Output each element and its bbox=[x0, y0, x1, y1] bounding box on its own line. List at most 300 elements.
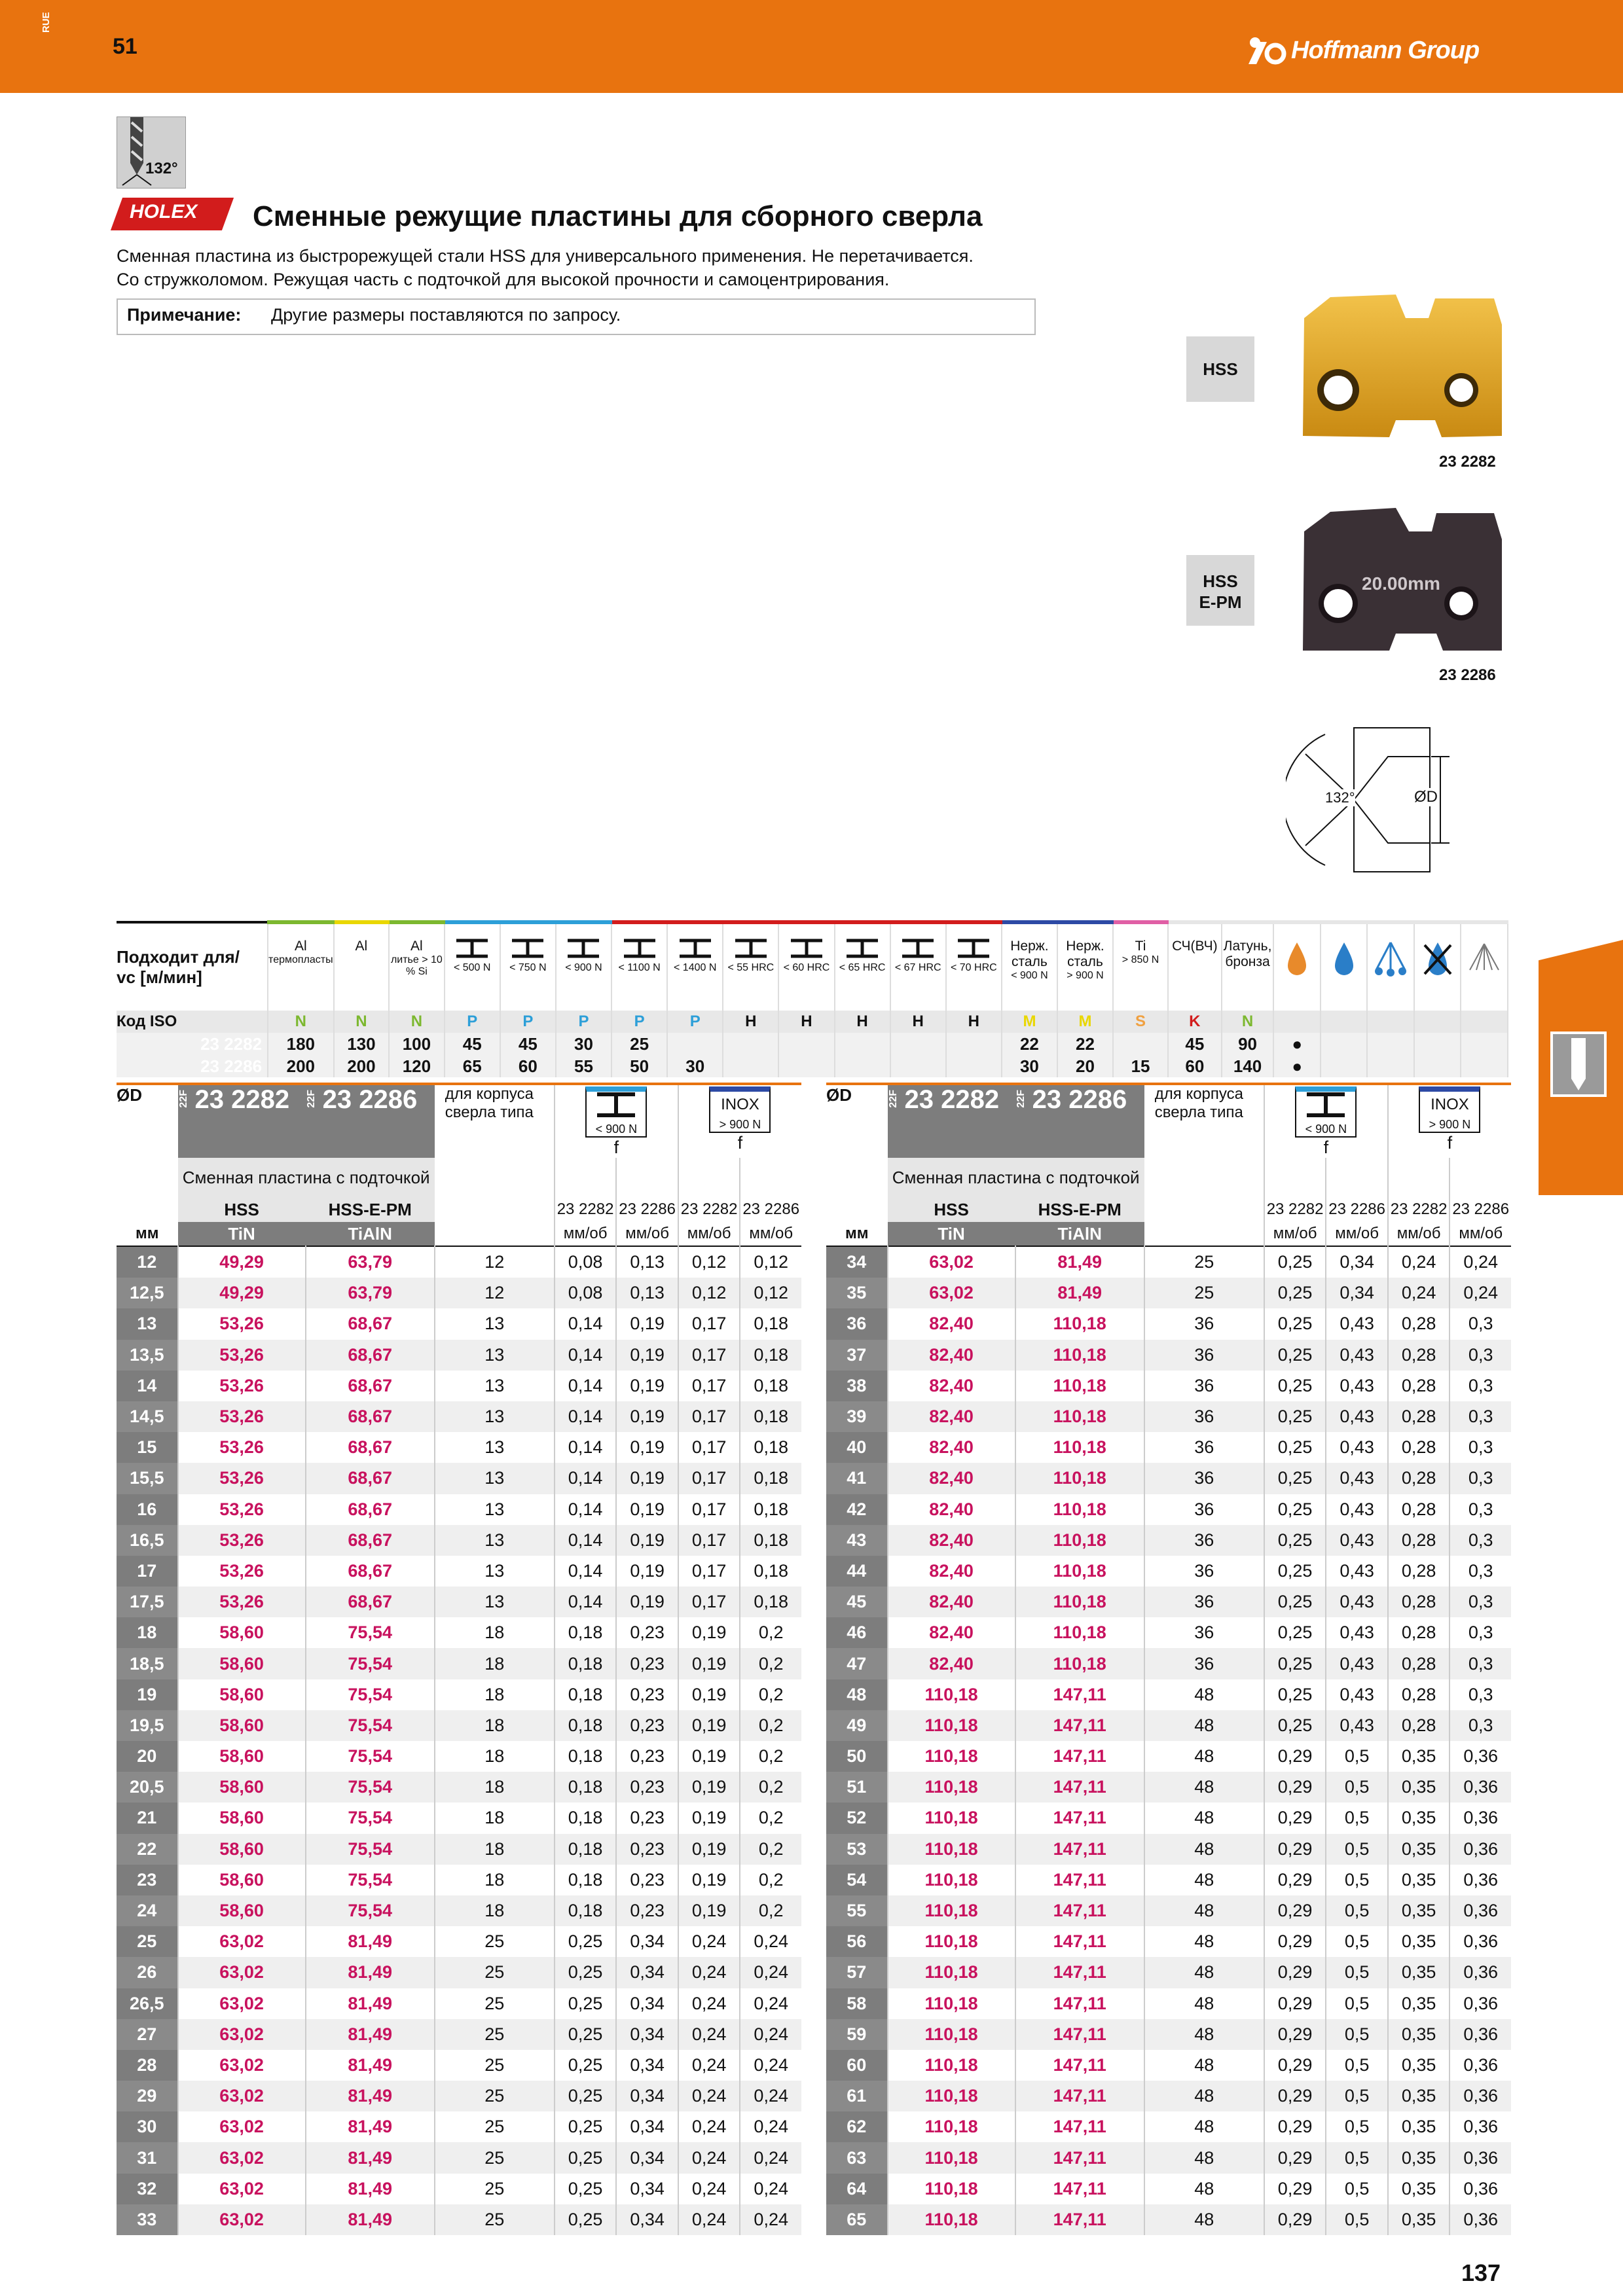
feed-steel-2286: 0,34 bbox=[1326, 1278, 1388, 1308]
feed-steel-2282: 0,18 bbox=[555, 1710, 617, 1741]
diameter: 57 bbox=[826, 1957, 888, 1988]
size-row bbox=[826, 2174, 1511, 2204]
feed-article-code: 23 2282 bbox=[555, 1197, 617, 1222]
price-hss: 53,26 bbox=[178, 1556, 306, 1587]
speed-value bbox=[778, 1033, 834, 1055]
diameter: 53 bbox=[826, 1834, 888, 1865]
body-type: 36 bbox=[1144, 1340, 1264, 1371]
feed-steel-2286: 0,34 bbox=[1326, 1246, 1388, 1278]
price-hss: 63,02 bbox=[178, 2204, 306, 2235]
size-row bbox=[826, 2204, 1511, 2235]
material-col-sub: < 65 HRC bbox=[839, 962, 886, 973]
feed-label: f bbox=[1323, 1138, 1329, 1157]
price-hss-e-pm: 81,49 bbox=[306, 1957, 435, 1988]
feed-inox-2282: 0,24 bbox=[678, 2204, 740, 2235]
diameter: 41 bbox=[826, 1463, 888, 1494]
price-hss: 110,18 bbox=[888, 1741, 1015, 1772]
feed-inox-2282: 0,28 bbox=[1388, 1648, 1450, 1679]
diagram-diameter-label: ØD bbox=[1414, 788, 1438, 806]
body-type: 13 bbox=[435, 1587, 555, 1617]
feed-steel-2286: 0,23 bbox=[616, 1895, 678, 1926]
inox-box bbox=[1419, 1086, 1480, 1133]
size-row bbox=[826, 1463, 1511, 1494]
body-type: 13 bbox=[435, 1463, 555, 1494]
diameter: 56 bbox=[826, 1926, 888, 1957]
diameter: 19 bbox=[117, 1679, 178, 1710]
unit-feed: мм/об bbox=[678, 1222, 740, 1246]
feed-inox-2286: 0,3 bbox=[1450, 1617, 1511, 1648]
iso-code: N bbox=[334, 1011, 390, 1033]
unit-feed: мм/об bbox=[1388, 1222, 1450, 1246]
feed-steel-2282: 0,25 bbox=[1264, 1525, 1326, 1556]
body-type-head: для корпуса сверла типа bbox=[1154, 1085, 1243, 1121]
material-col-19 bbox=[1321, 922, 1367, 1011]
material-col-12 bbox=[946, 922, 1002, 1011]
material-col-16 bbox=[1168, 922, 1222, 1011]
price-hss-e-pm: 147,11 bbox=[1015, 2174, 1144, 2204]
grade-hss: HSS bbox=[888, 1197, 1015, 1222]
feed-inox-2286: 0,36 bbox=[1450, 2204, 1511, 2235]
body-type: 25 bbox=[435, 2081, 555, 2111]
article-code: 23 2282 bbox=[194, 1085, 290, 1114]
feed-steel-2286: 0,43 bbox=[1326, 1525, 1388, 1556]
diameter: 35 bbox=[826, 1278, 888, 1308]
feed-inox-2282: 0,19 bbox=[678, 1834, 740, 1865]
price-hss-e-pm: 75,54 bbox=[306, 1803, 435, 1833]
feed-steel-2286: 0,23 bbox=[616, 1710, 678, 1741]
steel-box bbox=[1295, 1086, 1357, 1138]
price-hss: 58,60 bbox=[178, 1834, 306, 1865]
size-row bbox=[826, 1308, 1511, 1339]
price-hss: 63,02 bbox=[178, 1926, 306, 1957]
price-hss: 82,40 bbox=[888, 1494, 1015, 1525]
speed-value bbox=[835, 1033, 890, 1055]
feed-steel-2282: 0,25 bbox=[555, 2050, 617, 2081]
unit-mm: мм bbox=[845, 1225, 869, 1242]
size-row bbox=[826, 1741, 1511, 1772]
product-code-23-2282: 23 2282 bbox=[1439, 453, 1496, 471]
size-row bbox=[826, 1617, 1511, 1648]
diameter: 54 bbox=[826, 1865, 888, 1895]
material-label-line-2: vc [м/мин] bbox=[117, 967, 202, 987]
body-type: 18 bbox=[435, 1741, 555, 1772]
price-hss-e-pm: 63,79 bbox=[306, 1278, 435, 1308]
diameter: 51 bbox=[826, 1772, 888, 1803]
feed-inox-2282: 0,35 bbox=[1388, 2111, 1450, 2142]
body-type: 36 bbox=[1144, 1587, 1264, 1617]
diameter: 39 bbox=[826, 1401, 888, 1432]
price-hss: 63,02 bbox=[178, 2081, 306, 2111]
feed-steel-2282: 0,18 bbox=[555, 1834, 617, 1865]
price-hss-e-pm: 75,54 bbox=[306, 1895, 435, 1926]
material-header-row bbox=[117, 922, 1508, 1011]
price-hss: 58,60 bbox=[178, 1617, 306, 1648]
feed-inox-2286: 0,36 bbox=[1450, 1926, 1511, 1957]
price-hss-e-pm: 147,11 bbox=[1015, 2050, 1144, 2081]
feed-steel-2286: 0,43 bbox=[1326, 1556, 1388, 1587]
diameter: 37 bbox=[826, 1340, 888, 1371]
inox-limit: > 900 N bbox=[719, 1118, 761, 1131]
iso-code bbox=[1414, 1011, 1461, 1033]
speed-value bbox=[835, 1055, 890, 1077]
diameter: 27 bbox=[117, 2019, 178, 2050]
iso-code: P bbox=[500, 1011, 556, 1033]
iso-code: P bbox=[611, 1011, 667, 1033]
price-hss: 63,02 bbox=[178, 2174, 306, 2204]
feed-steel-2282: 0,25 bbox=[555, 2081, 617, 2111]
diameter: 16,5 bbox=[117, 1525, 178, 1556]
size-row bbox=[117, 1587, 801, 1617]
price-hss: 82,40 bbox=[888, 1401, 1015, 1432]
feed-steel-2282: 0,29 bbox=[1264, 2019, 1326, 2050]
feed-inox-2282: 0,35 bbox=[1388, 1988, 1450, 2019]
unit-feed: мм/об bbox=[1264, 1222, 1326, 1246]
body-type: 48 bbox=[1144, 2174, 1264, 2204]
feed-label: f bbox=[1447, 1133, 1453, 1153]
size-header-grade bbox=[826, 1197, 1511, 1222]
price-hss-e-pm: 147,11 bbox=[1015, 1803, 1144, 1833]
article-prefix: 22F bbox=[177, 1090, 189, 1108]
feed-steel-2282: 0,14 bbox=[555, 1432, 617, 1463]
feed-inox-2282: 0,24 bbox=[678, 2142, 740, 2173]
feed-steel-2286: 0,43 bbox=[1326, 1371, 1388, 1401]
article-code-2 bbox=[1015, 1084, 1144, 1158]
size-row bbox=[826, 1494, 1511, 1525]
price-hss: 53,26 bbox=[178, 1587, 306, 1617]
feed-steel-2282: 0,29 bbox=[1264, 2081, 1326, 2111]
material-col-3 bbox=[445, 922, 500, 1011]
feed-steel-2282: 0,29 bbox=[1264, 1926, 1326, 1957]
size-table-right bbox=[826, 1083, 1511, 2235]
diameter: 45 bbox=[826, 1587, 888, 1617]
material-label-line-1: Подходит для/ bbox=[117, 946, 240, 967]
diameter: 17 bbox=[117, 1556, 178, 1587]
size-row bbox=[826, 1988, 1511, 2019]
size-row bbox=[826, 2019, 1511, 2050]
price-hss: 63,02 bbox=[178, 1957, 306, 1988]
diameter: 61 bbox=[826, 2081, 888, 2111]
diameter: 60 bbox=[826, 2050, 888, 2081]
size-row bbox=[826, 1648, 1511, 1679]
price-hss: 63,02 bbox=[178, 2142, 306, 2173]
material-col-title: Al bbox=[410, 939, 423, 954]
feed-steel-2282: 0,08 bbox=[555, 1246, 617, 1278]
feed-steel-2286: 0,34 bbox=[616, 2081, 678, 2111]
body-type: 48 bbox=[1144, 1957, 1264, 1988]
feed-inox-2286: 0,18 bbox=[740, 1401, 801, 1432]
speed-value: 30 bbox=[667, 1055, 723, 1077]
feed-steel-2282: 0,29 bbox=[1264, 2142, 1326, 2173]
body-type: 36 bbox=[1144, 1648, 1264, 1679]
price-hss-e-pm: 110,18 bbox=[1015, 1648, 1144, 1679]
material-col-title: Нерж. сталь bbox=[1066, 939, 1104, 969]
feed-inox-2282: 0,28 bbox=[1388, 1587, 1450, 1617]
product-label-hss-e-pm: HSS E-PM bbox=[1186, 555, 1254, 626]
feed-inox-2286: 0,24 bbox=[740, 2050, 801, 2081]
price-hss: 110,18 bbox=[888, 2081, 1015, 2111]
diameter: 16 bbox=[117, 1494, 178, 1525]
grade-hss: HSS bbox=[178, 1197, 306, 1222]
price-hss: 82,40 bbox=[888, 1432, 1015, 1463]
feed-inox-2282: 0,35 bbox=[1388, 2050, 1450, 2081]
feed-inox-2286: 0,36 bbox=[1450, 1865, 1511, 1895]
material-col-sub: термопласты bbox=[268, 954, 333, 965]
steel-box bbox=[585, 1086, 647, 1138]
feed-inox-2286: 0,36 bbox=[1450, 2142, 1511, 2173]
feed-steel-2286: 0,23 bbox=[616, 1803, 678, 1833]
size-row bbox=[826, 2142, 1511, 2173]
diameter: 31 bbox=[117, 2142, 178, 2173]
price-hss: 110,18 bbox=[888, 2142, 1015, 2173]
body-type: 48 bbox=[1144, 1926, 1264, 1957]
material-col-21 bbox=[1414, 922, 1461, 1011]
speed-row bbox=[117, 1033, 1508, 1055]
feed-inox-2286: 0,18 bbox=[740, 1308, 801, 1339]
feed-inox-2286: 0,18 bbox=[740, 1587, 801, 1617]
feed-steel-2282: 0,29 bbox=[1264, 2204, 1326, 2235]
price-hss: 49,29 bbox=[178, 1246, 306, 1278]
diameter: 24 bbox=[117, 1895, 178, 1926]
material-col-sub: < 60 HRC bbox=[783, 962, 830, 973]
body-type: 48 bbox=[1144, 1772, 1264, 1803]
body-type: 25 bbox=[1144, 1246, 1264, 1278]
feed-inox-2286: 0,18 bbox=[740, 1525, 801, 1556]
feed-inox-2286: 0,18 bbox=[740, 1556, 801, 1587]
price-hss: 82,40 bbox=[888, 1371, 1015, 1401]
price-hss-e-pm: 110,18 bbox=[1015, 1401, 1144, 1432]
feed-steel-2282: 0,29 bbox=[1264, 1803, 1326, 1833]
price-hss-e-pm: 147,11 bbox=[1015, 1741, 1144, 1772]
price-hss-e-pm: 147,11 bbox=[1015, 2081, 1144, 2111]
speed-value bbox=[667, 1033, 723, 1055]
steel-beam-icon bbox=[620, 939, 659, 958]
feed-inox-2282: 0,28 bbox=[1388, 1556, 1450, 1587]
size-row bbox=[826, 1401, 1511, 1432]
price-hss: 63,02 bbox=[178, 2019, 306, 2050]
price-hss-e-pm: 75,54 bbox=[306, 1772, 435, 1803]
diameter: 14 bbox=[117, 1371, 178, 1401]
body-type: 18 bbox=[435, 1803, 555, 1833]
iso-code bbox=[1461, 1011, 1508, 1033]
feed-inox-2282: 0,28 bbox=[1388, 1525, 1450, 1556]
steel-beam-icon bbox=[731, 939, 771, 958]
body-type: 48 bbox=[1144, 2019, 1264, 2050]
size-header-units bbox=[826, 1222, 1511, 1246]
price-hss-e-pm: 147,11 bbox=[1015, 1926, 1144, 1957]
price-hss: 58,60 bbox=[178, 1803, 306, 1833]
body-type: 36 bbox=[1144, 1432, 1264, 1463]
iso-code: P bbox=[667, 1011, 723, 1033]
feed-steel-2286: 0,23 bbox=[616, 1865, 678, 1895]
feed-inox-2286: 0,3 bbox=[1450, 1432, 1511, 1463]
body-type: 12 bbox=[435, 1246, 555, 1278]
feed-steel-2282: 0,29 bbox=[1264, 1895, 1326, 1926]
feed-steel-2286: 0,5 bbox=[1326, 1926, 1388, 1957]
feed-inox-2286: 0,3 bbox=[1450, 1648, 1511, 1679]
material-col-title: Ti bbox=[1135, 939, 1146, 954]
feed-inox-2286: 0,3 bbox=[1450, 1463, 1511, 1494]
size-row bbox=[117, 1988, 801, 2019]
price-hss-e-pm: 75,54 bbox=[306, 1648, 435, 1679]
diameter: 65 bbox=[826, 2204, 888, 2235]
speed-value bbox=[1461, 1055, 1508, 1077]
size-row bbox=[117, 2174, 801, 2204]
body-type: 13 bbox=[435, 1401, 555, 1432]
feed-steel-2282: 0,25 bbox=[555, 1988, 617, 2019]
unit-feed: мм/об bbox=[1326, 1222, 1388, 1246]
feed-inox-2282: 0,24 bbox=[678, 1957, 740, 1988]
diameter: 43 bbox=[826, 1525, 888, 1556]
feed-steel-2282: 0,25 bbox=[1264, 1463, 1326, 1494]
size-row bbox=[826, 1803, 1511, 1833]
feed-article-code: 23 2286 bbox=[740, 1197, 801, 1222]
price-hss: 53,26 bbox=[178, 1525, 306, 1556]
feed-steel-2286: 0,34 bbox=[616, 2204, 678, 2235]
price-hss: 82,40 bbox=[888, 1308, 1015, 1339]
feed-steel-2282: 0,25 bbox=[1264, 1432, 1326, 1463]
speed-value bbox=[946, 1055, 1002, 1077]
material-col-sub: < 900 N bbox=[1011, 970, 1048, 981]
feed-steel-2282: 0,14 bbox=[555, 1525, 617, 1556]
price-hss: 58,60 bbox=[178, 1772, 306, 1803]
size-row bbox=[117, 1741, 801, 1772]
speed-value: 30 bbox=[556, 1033, 611, 1055]
feed-steel-2282: 0,14 bbox=[555, 1401, 617, 1432]
feed-inox-2282: 0,28 bbox=[1388, 1401, 1450, 1432]
body-type: 13 bbox=[435, 1308, 555, 1339]
spray-icon bbox=[1372, 939, 1409, 978]
price-hss-e-pm: 147,11 bbox=[1015, 1957, 1144, 1988]
body-type: 13 bbox=[435, 1556, 555, 1587]
iso-code: H bbox=[835, 1011, 890, 1033]
iso-code: P bbox=[556, 1011, 611, 1033]
feed-steel-2286: 0,23 bbox=[616, 1741, 678, 1772]
feed-steel-2282: 0,29 bbox=[1264, 2050, 1326, 2081]
steel-limit: < 900 N bbox=[595, 1122, 638, 1136]
feed-inox-2286: 0,3 bbox=[1450, 1340, 1511, 1371]
body-type: 25 bbox=[1144, 1278, 1264, 1308]
feed-steel-2282: 0,25 bbox=[555, 2174, 617, 2204]
feed-inox-2286: 0,3 bbox=[1450, 1556, 1511, 1587]
feed-inox-2286: 0,24 bbox=[740, 2081, 801, 2111]
iso-row bbox=[117, 1011, 1508, 1033]
feed-steel-2286: 0,23 bbox=[616, 1772, 678, 1803]
iso-code: H bbox=[778, 1011, 834, 1033]
feed-inox-2282: 0,24 bbox=[678, 1926, 740, 1957]
material-col-sub: < 1100 N bbox=[618, 962, 661, 973]
size-row bbox=[117, 1371, 801, 1401]
feed-steel-2286: 0,19 bbox=[616, 1463, 678, 1494]
price-hss-e-pm: 81,49 bbox=[306, 2050, 435, 2081]
feed-steel-2286: 0,13 bbox=[616, 1246, 678, 1278]
mist-icon bbox=[1466, 939, 1503, 978]
feed-inox-2286: 0,3 bbox=[1450, 1587, 1511, 1617]
feed-steel-2286: 0,43 bbox=[1326, 1648, 1388, 1679]
size-row bbox=[826, 2081, 1511, 2111]
size-row bbox=[117, 1865, 801, 1895]
feed-inox-2282: 0,35 bbox=[1388, 1741, 1450, 1772]
material-col-sub: > 900 N bbox=[1067, 970, 1104, 981]
feed-inox-2286: 0,3 bbox=[1450, 1525, 1511, 1556]
steel-beam-icon bbox=[787, 939, 826, 958]
material-col-1 bbox=[334, 922, 390, 1011]
diameter: 33 bbox=[117, 2204, 178, 2235]
diameter: 38 bbox=[826, 1371, 888, 1401]
size-row bbox=[117, 1926, 801, 1957]
feed-inox-2286: 0,2 bbox=[740, 1679, 801, 1710]
feed-inox-2282: 0,17 bbox=[678, 1463, 740, 1494]
price-hss: 110,18 bbox=[888, 1679, 1015, 1710]
blank-cell bbox=[1450, 1158, 1511, 1197]
size-row bbox=[826, 1865, 1511, 1895]
size-row bbox=[117, 1772, 801, 1803]
feed-inox-2286: 0,24 bbox=[740, 1957, 801, 1988]
body-type: 25 bbox=[435, 1988, 555, 2019]
price-hss-e-pm: 63,79 bbox=[306, 1246, 435, 1278]
feed-inox-2282: 0,24 bbox=[1388, 1246, 1450, 1278]
price-hss-e-pm: 81,49 bbox=[306, 2019, 435, 2050]
iso-code bbox=[1367, 1011, 1413, 1033]
feed-inox-2286: 0,3 bbox=[1450, 1401, 1511, 1432]
unit-feed: мм/об bbox=[1450, 1222, 1511, 1246]
price-hss-e-pm: 81,49 bbox=[306, 2081, 435, 2111]
price-hss-e-pm: 81,49 bbox=[1015, 1246, 1144, 1278]
material-col-4 bbox=[500, 922, 556, 1011]
price-hss: 53,26 bbox=[178, 1432, 306, 1463]
diameter: 21 bbox=[117, 1803, 178, 1833]
diameter: 63 bbox=[826, 2142, 888, 2173]
price-hss-e-pm: 68,67 bbox=[306, 1308, 435, 1339]
blank-cell bbox=[1388, 1158, 1450, 1197]
body-type: 18 bbox=[435, 1710, 555, 1741]
size-row bbox=[117, 2081, 801, 2111]
drill-angle-label: 132° bbox=[145, 160, 178, 177]
feed-inox-2282: 0,17 bbox=[678, 1308, 740, 1339]
feed-inox-2286: 0,2 bbox=[740, 1648, 801, 1679]
price-hss: 110,18 bbox=[888, 1865, 1015, 1895]
feed-steel-2286: 0,19 bbox=[616, 1401, 678, 1432]
price-hss-e-pm: 147,11 bbox=[1015, 2142, 1144, 2173]
feed-steel-2286: 0,43 bbox=[1326, 1463, 1388, 1494]
steel-beam-icon bbox=[593, 1092, 639, 1118]
diameter: 13,5 bbox=[117, 1340, 178, 1371]
feed-inox-2282: 0,17 bbox=[678, 1587, 740, 1617]
feed-inox-2282: 0,35 bbox=[1388, 2142, 1450, 2173]
feed-inox-2282: 0,19 bbox=[678, 1865, 740, 1895]
feed-steel-2286: 0,5 bbox=[1326, 1895, 1388, 1926]
price-hss-e-pm: 110,18 bbox=[1015, 1556, 1144, 1587]
feed-steel-2286: 0,34 bbox=[616, 2019, 678, 2050]
diameter: 20 bbox=[117, 1741, 178, 1772]
feed-inox-2282: 0,35 bbox=[1388, 1865, 1450, 1895]
size-row bbox=[826, 1371, 1511, 1401]
size-row bbox=[117, 2142, 801, 2173]
feed-inox-2286: 0,24 bbox=[740, 2142, 801, 2173]
drop-blue-icon bbox=[1326, 939, 1362, 978]
body-type: 12 bbox=[435, 1278, 555, 1308]
speed-value: ● bbox=[1273, 1033, 1320, 1055]
feed-steel-2282: 0,25 bbox=[1264, 1648, 1326, 1679]
feed-inox-2286: 0,3 bbox=[1450, 1710, 1511, 1741]
feed-steel-2286: 0,34 bbox=[616, 1957, 678, 1988]
diameter: 42 bbox=[826, 1494, 888, 1525]
iso-code: H bbox=[890, 1011, 946, 1033]
price-hss-e-pm: 147,11 bbox=[1015, 1834, 1144, 1865]
blank-cell bbox=[1144, 1222, 1264, 1246]
feed-steel-2286: 0,5 bbox=[1326, 2111, 1388, 2142]
feed-steel-2286: 0,34 bbox=[616, 2050, 678, 2081]
feed-steel-2286: 0,43 bbox=[1326, 1308, 1388, 1339]
